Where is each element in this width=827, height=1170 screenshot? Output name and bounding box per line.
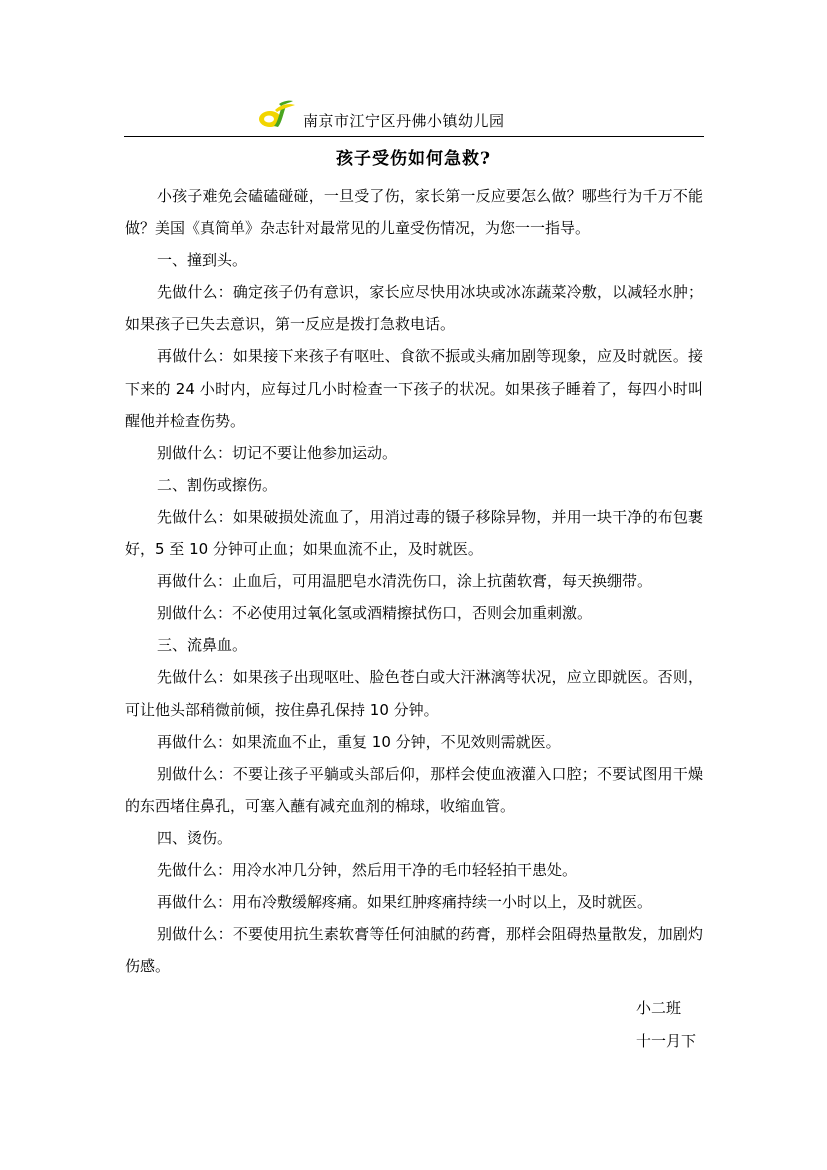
signature-class: 小二班 bbox=[636, 999, 682, 1017]
school-name: 南京市江宁区丹佛小镇幼儿园 bbox=[303, 112, 505, 130]
kindergarten-logo-icon bbox=[257, 100, 297, 130]
paragraph: 再做什么：止血后，可用温肥皂水清洗伤口，涂上抗菌软膏，每天换绷带。 bbox=[157, 572, 653, 591]
signature-date: 十一月下 bbox=[636, 1032, 697, 1050]
page-header bbox=[124, 96, 704, 137]
paragraph: 再做什么：如果流血不止，重复 10 分钟，不见效则需就医。 bbox=[157, 732, 561, 751]
section-heading: 二、割伤或擦伤。 bbox=[157, 475, 278, 494]
section-heading: 一、撞到头。 bbox=[157, 251, 248, 270]
paragraph: 别做什么：不要让孩子平躺或头部后仰，那样会使血液灌入口腔；不要试图用干燥的东西堵住鼻孔，可塞入蘸有减充血剂的棉球，收缩血管。 bbox=[125, 764, 703, 815]
paragraph: 先做什么：确定孩子仍有意识，家长应尽快用冰块或冰冻蔬菜冷敷，以减轻水肿；如果孩子已失去意识，第一反应是拨打急救电话。 bbox=[125, 283, 703, 334]
paragraph: 先做什么：如果孩子出现呕吐、脸色苍白或大汗淋漓等状况，应立即就医。否则，可让他头部稍微前倾，按住鼻孔保持 10 分钟。 bbox=[125, 668, 703, 719]
paragraph: 先做什么：用冷水冲几分钟，然后用干净的毛巾轻轻拍干患处。 bbox=[157, 860, 578, 879]
paragraph: 再做什么：用布冷敷缓解疼痛。如果红肿疼痛持续一小时以上，及时就医。 bbox=[157, 893, 653, 912]
paragraph: 再做什么：如果接下来孩子有呕吐、食欲不振或头痛加剧等现象，应及时就医。接下来的 24 小时内，应每过几小时检查一下孩子的状况。如果孩子睡着了，每四小时叫醒他并检查伤势。 bbox=[125, 347, 703, 430]
paragraph: 先做什么：如果破损处流血了，用消过毒的镊子移除异物，并用一块干净的布包裹好，5 至 10 分钟可止血；如果血流不止，及时就医。 bbox=[125, 507, 703, 559]
section-heading: 三、流鼻血。 bbox=[157, 636, 248, 655]
paragraph: 小孩子难免会磕磕碰碰，一旦受了伤，家长第一反应要怎么做？哪些行为千万不能做？美国《真简单》杂志针对最常见的儿童受伤情况，为您一一指导。 bbox=[125, 187, 703, 238]
paragraph: 别做什么：不要使用抗生素软膏等任何油腻的药膏，那样会阻碍热量散发，加剧灼伤感。 bbox=[125, 925, 703, 976]
paragraph: 别做什么：不必使用过氧化氢或酒精擦拭伤口，否则会加重刺激。 bbox=[157, 604, 593, 623]
page-title: 孩子受伤如何急救? bbox=[336, 149, 491, 169]
article-body bbox=[125, 180, 703, 982]
paragraph: 别做什么：切记不要让他参加运动。 bbox=[157, 443, 398, 462]
section-heading: 四、烫伤。 bbox=[157, 828, 233, 847]
